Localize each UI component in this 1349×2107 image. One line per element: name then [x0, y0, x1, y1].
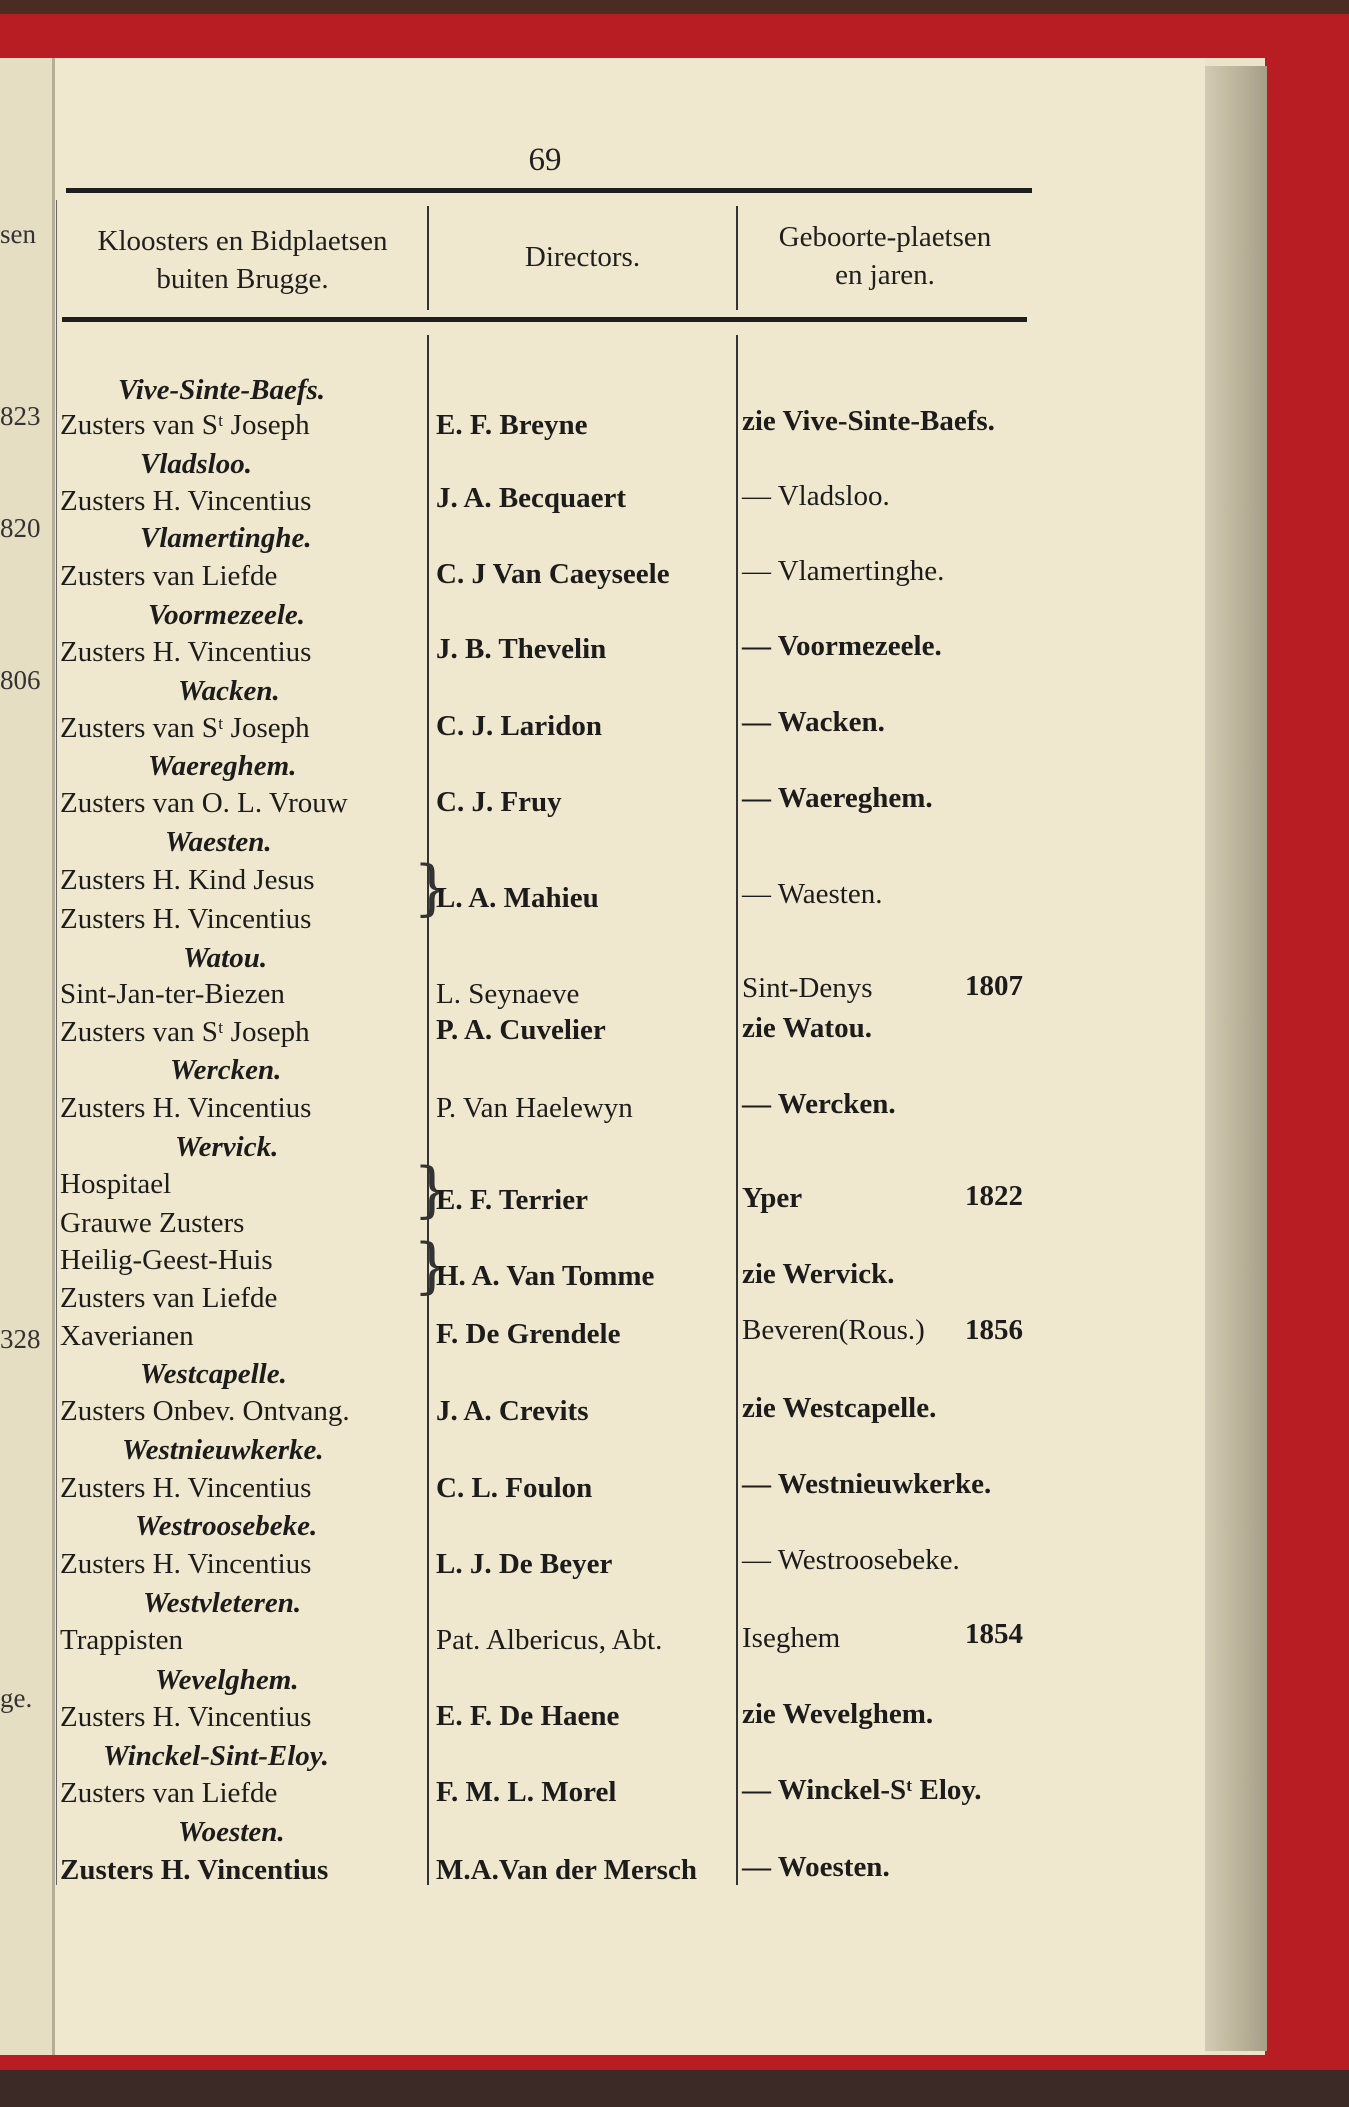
place-heading: Westnieuwkerke. [122, 1434, 324, 1466]
place-heading: Westroosebeke. [135, 1510, 318, 1542]
establishment: Grauwe Zusters [60, 1207, 245, 1239]
place-heading: Vladsloo. [140, 448, 252, 480]
establishment: Sint-Jan-ter-Biezen [60, 978, 285, 1010]
establishment: Zusters H. Vincentius [60, 1548, 312, 1580]
establishment: Heilig-Geest-Huis [60, 1244, 273, 1276]
director: P. Van Haelewyn [436, 1092, 633, 1124]
birth-year: 1822 [965, 1180, 1023, 1212]
birthplace: zie Wevelghem. [742, 1698, 934, 1730]
brace: } [413, 853, 452, 923]
margin-fragment: 823 [0, 401, 41, 431]
birth-year: 1854 [965, 1618, 1023, 1650]
margin-fragment: 806 [0, 665, 41, 695]
place-heading: Wervick. [175, 1131, 279, 1163]
director: L. A. Mahieu [436, 882, 599, 914]
birth-year: 1856 [965, 1314, 1023, 1346]
establishment: Zusters van Liefde [60, 560, 278, 592]
page-left-margin-line [56, 200, 57, 1885]
establishment: Zusters van Liefde [60, 1282, 278, 1314]
director: L. Seynaeve [436, 978, 580, 1010]
establishment: Hospitael [60, 1168, 172, 1200]
column-header-establishments: Kloosters en Bidplaetsen buiten Brugge. [97, 225, 388, 295]
brace: } [413, 1155, 452, 1225]
establishment: Zusters H. Vincentius [60, 1854, 329, 1886]
director: M.A.Van der Mersch [436, 1854, 697, 1886]
birthplace: — Vladsloo. [742, 480, 890, 512]
director: F. De Grendele [436, 1318, 621, 1350]
birthplace: Beveren(Rous.) [742, 1314, 925, 1346]
column-divider-1 [427, 335, 429, 1885]
establishment: Zusters van Sᵗ Joseph [60, 1016, 310, 1048]
birthplace: — Waereghem. [742, 782, 933, 814]
director: C. J. Fruy [436, 786, 562, 818]
birthplace: — Woesten. [742, 1851, 890, 1883]
establishment: Zusters H. Vincentius [60, 1472, 312, 1504]
establishment: Trappisten [60, 1624, 183, 1656]
birthplace: — Winckel-Sᵗ Eloy. [742, 1774, 982, 1806]
previous-page-strip [0, 58, 55, 2055]
director: Pat. Albericus, Abt. [436, 1624, 663, 1656]
director: F. M. L. Morel [436, 1776, 617, 1808]
director: E. F. Breyne [436, 409, 588, 441]
director: C. L. Foulon [436, 1472, 593, 1504]
director: E. F. Terrier [436, 1184, 588, 1216]
director: J. A. Crevits [436, 1395, 589, 1427]
director: C. J Van Caeyseele [436, 558, 670, 590]
establishment: Zusters van O. L. Vrouw [60, 787, 348, 819]
margin-fragment: ge. [0, 1683, 33, 1713]
birthplace: zie Watou. [742, 1012, 872, 1044]
margin-fragment: 328 [0, 1324, 41, 1354]
place-heading: Westvleteren. [143, 1587, 302, 1619]
column-header-birthplaces: Geboorte-plaetsen en jaren. [778, 221, 992, 291]
header-top-rule [66, 188, 1032, 193]
establishment: Zusters Onbev. Ontvang. [60, 1395, 350, 1427]
birthplace: Yper [742, 1182, 803, 1214]
place-heading: Waesten. [165, 826, 272, 858]
birthplace: — Waesten. [742, 878, 883, 910]
margin-fragment: sen [0, 219, 36, 249]
place-heading: Voormezeele. [148, 599, 306, 631]
cover-bottom-edge [0, 2070, 1349, 2107]
header-divider-1 [427, 206, 429, 310]
establishment: Zusters van Sᵗ Joseph [60, 409, 310, 441]
place-heading: Wevelghem. [155, 1664, 299, 1696]
establishment: Zusters H. Vincentius [60, 485, 312, 517]
birthplace: Sint-Denys [742, 972, 873, 1004]
header-bottom-rule [62, 317, 1027, 322]
birthplace: — Westnieuwkerke. [742, 1468, 992, 1500]
place-heading: Waereghem. [148, 750, 297, 782]
director: P. A. Cuvelier [436, 1014, 606, 1046]
birthplace: zie Vive-Sinte-Baefs. [742, 405, 995, 437]
place-heading: Wacken. [178, 675, 280, 707]
place-heading: Vlamertinghe. [140, 522, 312, 554]
margin-fragment: 820 [0, 513, 41, 543]
cover-top-edge [0, 0, 1349, 14]
director: J. A. Becquaert [436, 482, 627, 514]
establishment: Zusters van Liefde [60, 1777, 278, 1809]
page-edges [1205, 66, 1267, 2051]
establishment: Zusters van Sᵗ Joseph [60, 712, 310, 744]
place-heading: Winckel-Sint-Eloy. [103, 1740, 329, 1772]
birth-year: 1807 [965, 970, 1023, 1002]
birthplace: Iseghem [742, 1622, 841, 1654]
establishment: Zusters H. Kind Jesus [60, 864, 315, 896]
page-number: 69 [528, 142, 562, 178]
birthplace: zie Wervick. [742, 1258, 895, 1290]
director: L. J. De Beyer [436, 1548, 613, 1580]
establishment: Xaverianen [60, 1320, 194, 1352]
place-heading: Westcapelle. [140, 1358, 287, 1390]
birthplace: zie Westcapelle. [742, 1392, 937, 1424]
place-heading: Watou. [183, 942, 268, 974]
director: C. J. Laridon [436, 710, 602, 742]
establishment: Zusters H. Vincentius [60, 636, 312, 668]
birthplace: — Wacken. [742, 706, 885, 738]
director: E. F. De Haene [436, 1700, 620, 1732]
establishment: Zusters H. Vincentius [60, 1092, 312, 1124]
birthplace: — Wercken. [742, 1088, 896, 1120]
establishment: Zusters H. Vincentius [60, 903, 312, 935]
birthplace: — Westroosebeke. [742, 1544, 960, 1576]
director: H. A. Van Tomme [436, 1260, 655, 1292]
column-header-directors: Directors. [524, 241, 641, 273]
column-divider-2 [736, 335, 738, 1885]
birthplace: — Vlamertinghe. [742, 555, 945, 587]
brace: } [413, 1231, 452, 1301]
header-divider-2 [736, 206, 738, 310]
director: J. B. Thevelin [436, 633, 607, 665]
establishment: Zusters H. Vincentius [60, 1701, 312, 1733]
place-heading: Wercken. [170, 1054, 282, 1086]
place-heading: Woesten. [178, 1816, 285, 1848]
place-heading: Vive-Sinte-Baefs. [118, 374, 326, 406]
birthplace: — Voormezeele. [742, 630, 942, 662]
